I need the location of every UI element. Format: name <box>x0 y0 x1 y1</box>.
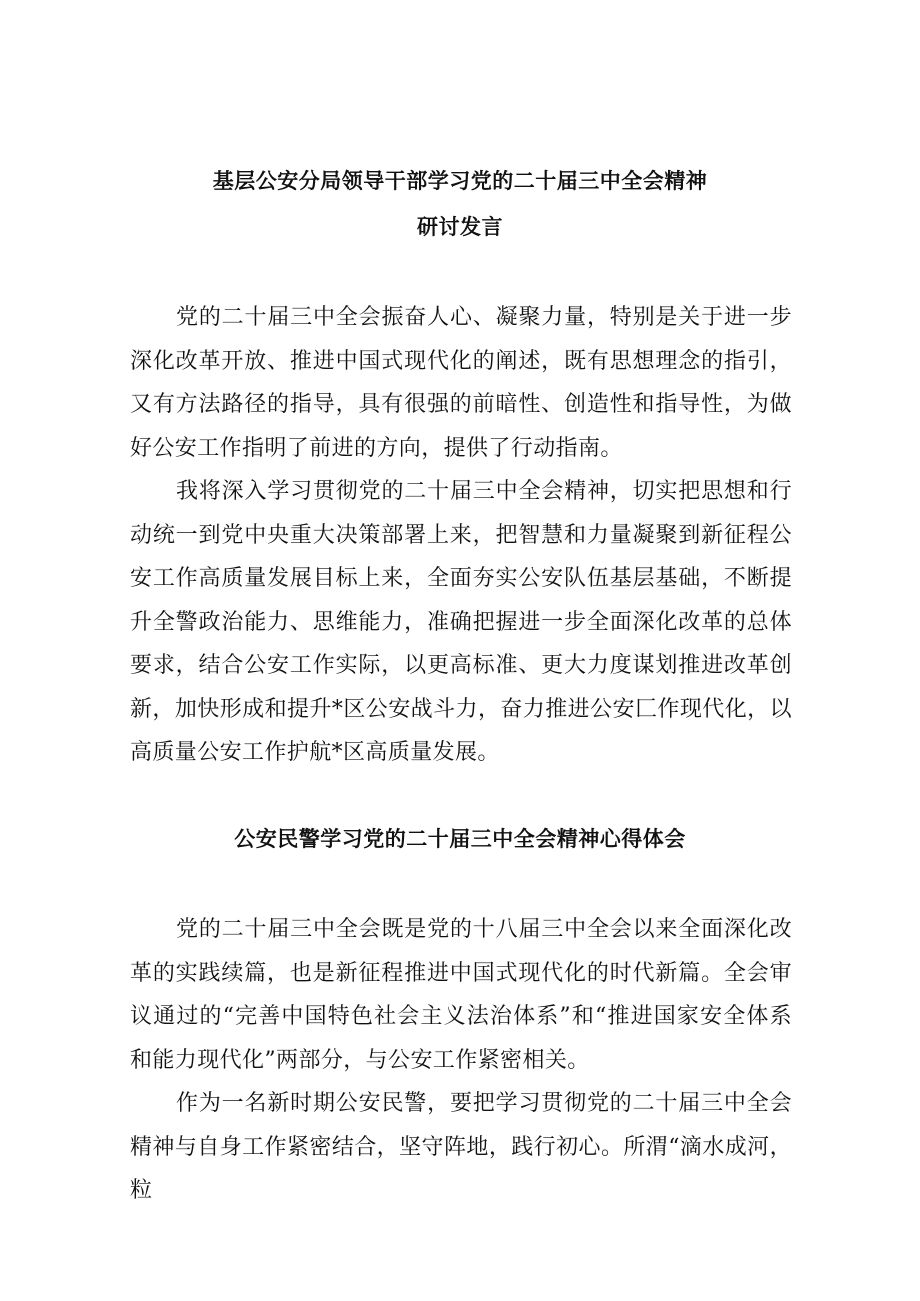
section2-title: 公安民警学习党的二十届三中全会精神心得体会 <box>234 827 686 851</box>
section1-paragraph-1: 党的二十届三中全会振奋人心、凝聚力量，特别是关于进一步深化改革开放、推进中国式现代化的阐述，既有思想理念的指引，又有方法路径的指导，具有很强的前暗性、创造性和指导性，为做好公安工作指明了前进的方向，提供了行动指南。 <box>130 305 792 461</box>
section1-title-line1: 基层公安分局领导干部学习党的二十届三中全会精神 <box>212 169 708 193</box>
section2-paragraph-1: 党的二十届三中全会既是党的十八届三中全会以来全面深化改革的实践续篇，也是新征程推进中国式现代化的时代新篇。全会审议通过的“完善中国特色社会主义法治体系”和“推进国家安全体系和能力现代化”两部分，与公安工作紧密相关。 <box>130 917 792 1073</box>
section2-paragraph-2: 作为一名新时期公安民警，要把学习贯彻党的二十届三中全会精神与自身工作紧密结合，坚守阵地，践行初心。所渭“滴水成河，粒 <box>130 1091 792 1203</box>
section1-paragraph-2: 我将深入学习贯彻党的二十届三中全会精神，切实把思想和行动统一到党中央重大决策部署上来，把智慧和力量凝聚到新征程公安工作高质量发展目标上来，全面夯实公安队伍基层基础，不断提升全警政治能力、思维能力，准确把握进一步全面深化改革的总体要求，结合公安工作实际，以更高标准、更大力度谋划推进改革创新，加快形成和提升*区公安战斗力，奋力推进公安匚作现代化，以高质量公安工作护航*区高质量发展。 <box>130 479 792 765</box>
section1-title-line2: 研讨发言 <box>417 215 503 239</box>
